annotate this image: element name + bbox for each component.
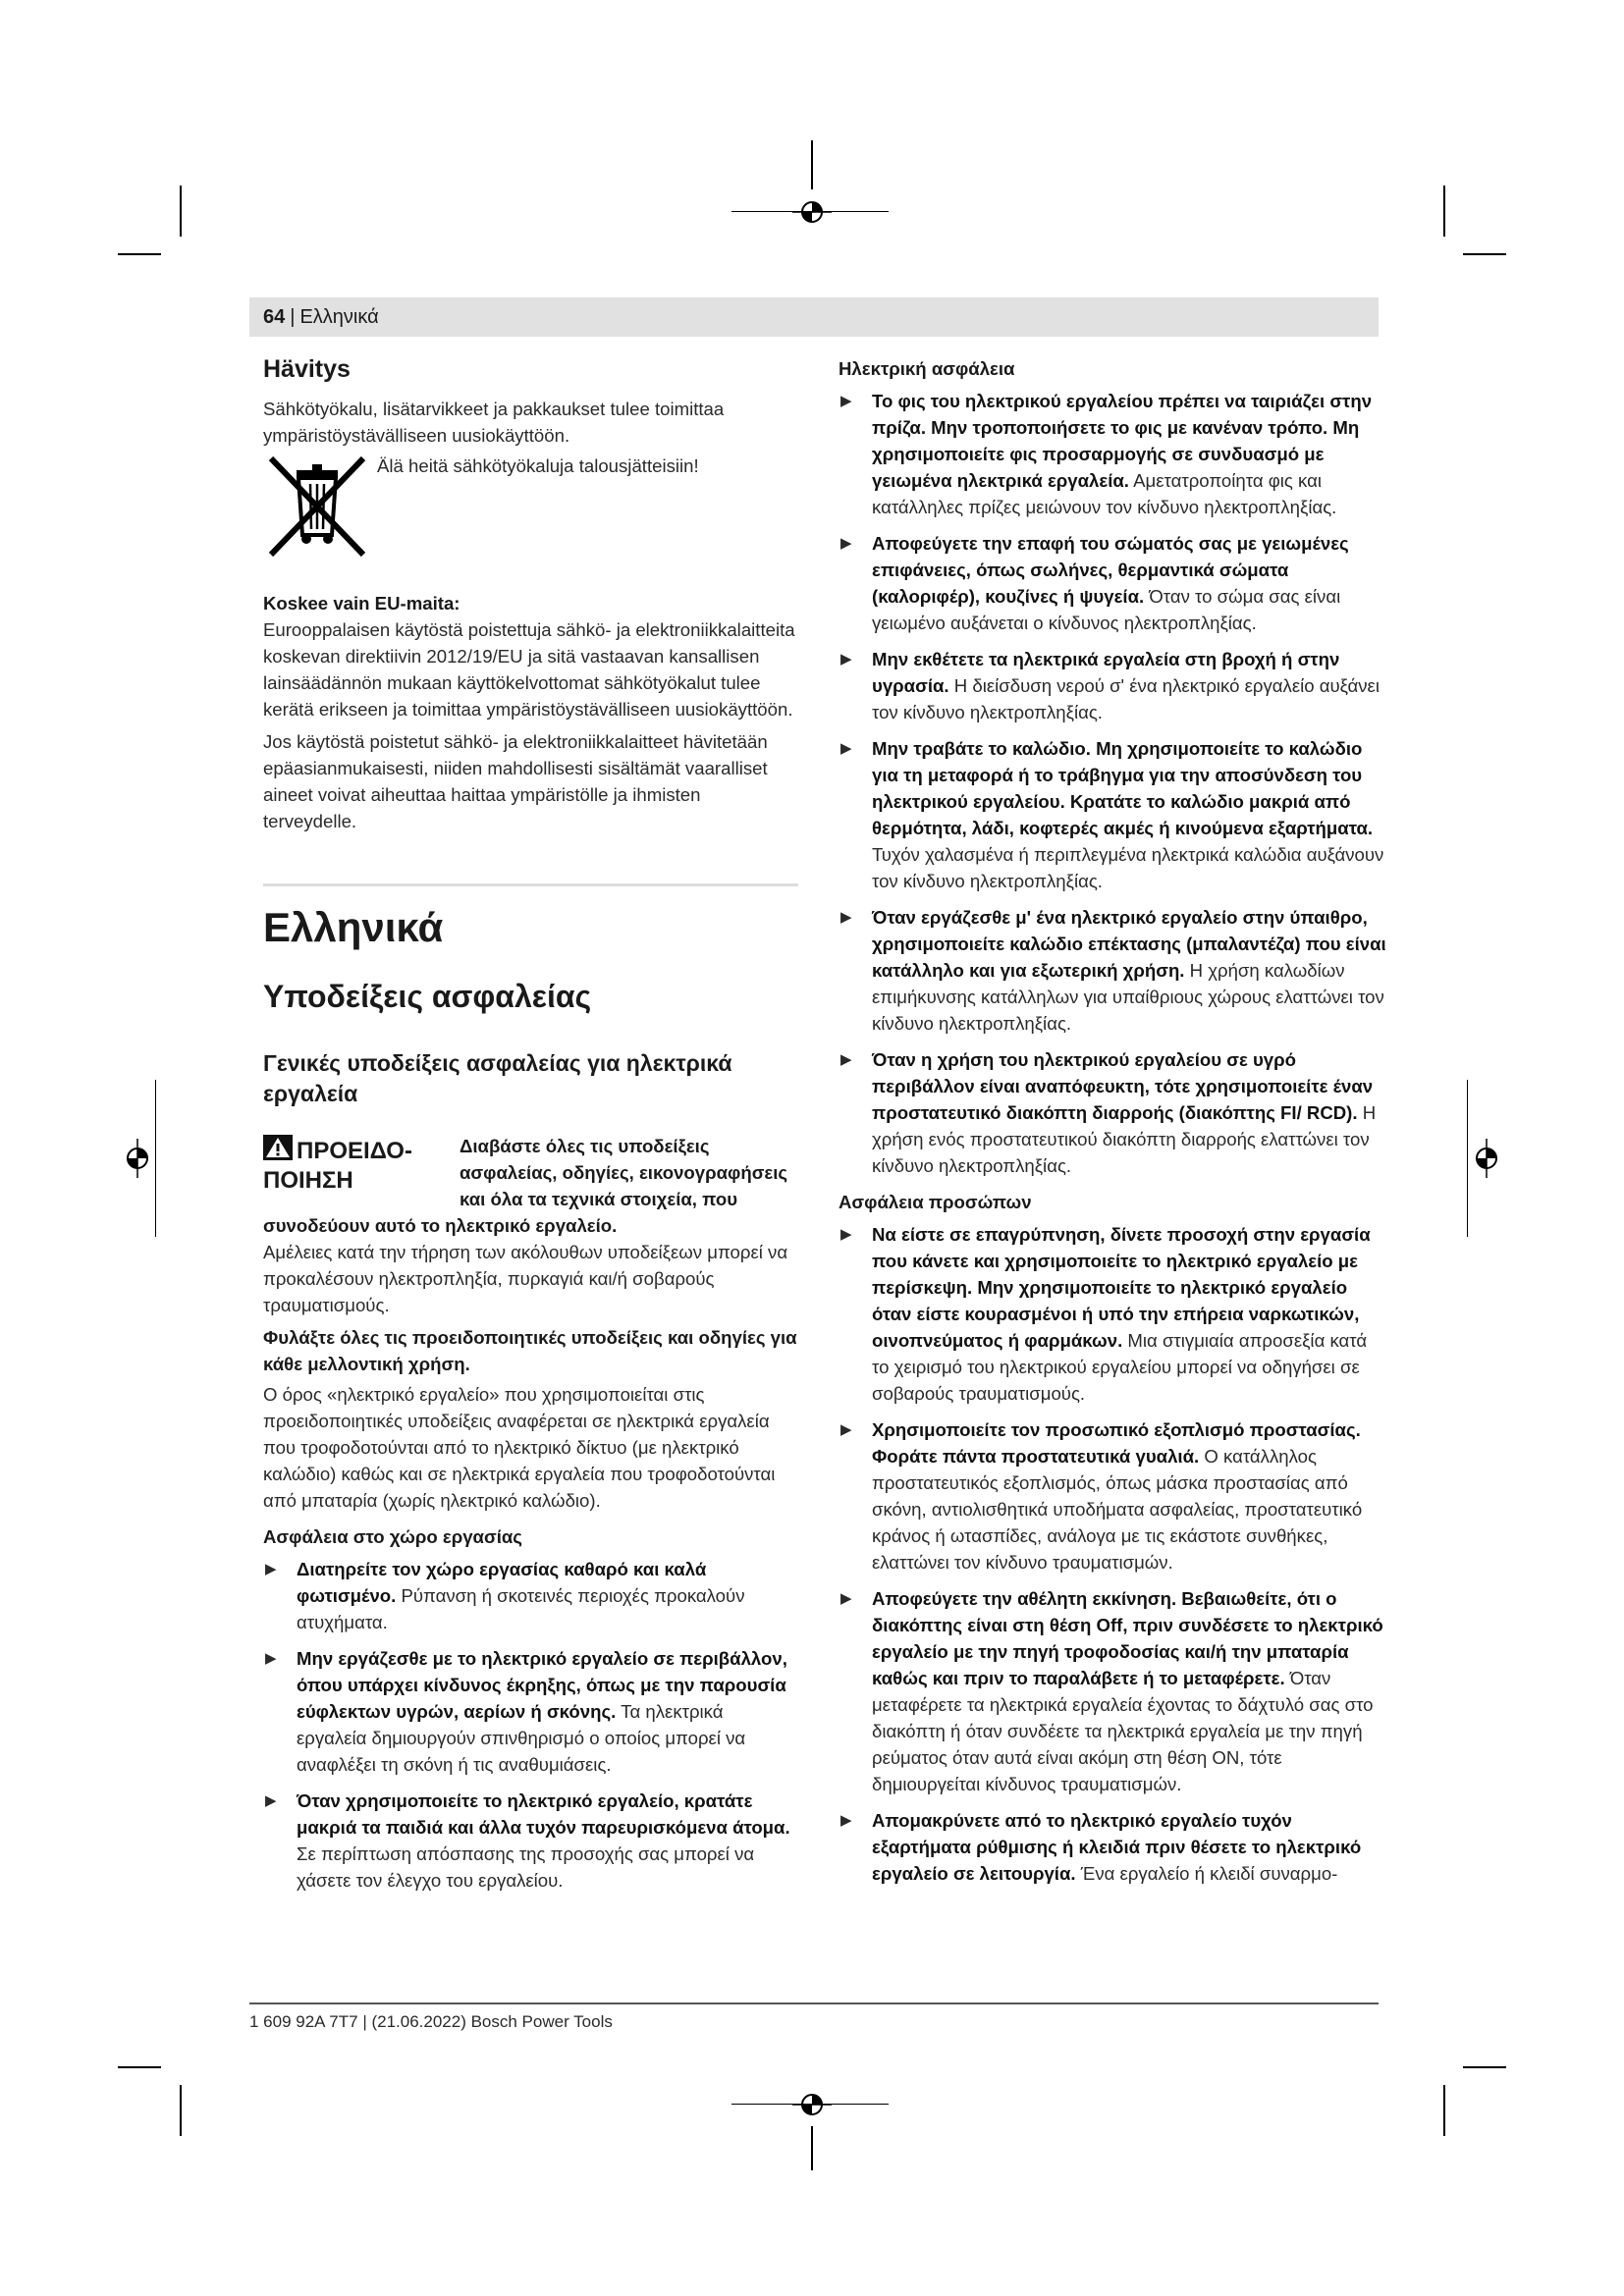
crossed-out-wheelie-bin-icon — [263, 453, 371, 561]
list-item — [839, 388, 1388, 520]
item-bold: Όταν η χρήση του ηλεκτρικού εργαλείου σε υγρό περιβάλλον είναι αναπόφευκτη, τότε χρησιμοποιείτε έναν προστατευτικό διακόπτη διαρροής (διακόπτης FI/ RCD). — [872, 1049, 1374, 1123]
list-item — [263, 1645, 798, 1778]
bullet-arrow-icon: ▶ — [840, 535, 852, 552]
warning-label — [263, 1135, 460, 1196]
term-definition: Ο όρος «ηλεκτρικό εργαλείο» που χρησιμοποιείται στις προειδοποιητικές υποδείξεις αναφέρεται σε ηλεκτρικά εργαλεία που τροφοδοτούνται από το ηλεκτρικό δίκτυο (με ηλεκτρικό καλώδιο) καθώς και σε ηλεκτρικά εργαλεία που τροφοδοτούνται από μπαταρία (χωρίς ηλεκτρικό καλώδιο). — [263, 1384, 776, 1511]
registration-mark-icon — [118, 1139, 157, 1178]
crop-mark — [180, 186, 182, 237]
list-item — [839, 1046, 1388, 1179]
item-text: Ο κατάλληλος προστατευτικός εξοπλισμός, όπως μάσκα προστασίας από σκόνη, αντιολισθητικά υποδήματα ασφαλείας, προστατευτικό κράνος ή ωτασπίδες, ανάλογα με τις εκάστοτε συνθήκες, ελαττώνει τον κίνδυνο τραυματισμών. — [872, 1446, 1363, 1573]
item-bold: Όταν χρησιμοποιείτε το ηλεκτρικό εργαλείο, κρατάτε μακριά τα παιδιά και άλλα τυχόν παρευρισκόμενα άτομα. — [297, 1790, 790, 1838]
warning-block — [263, 1133, 798, 1318]
item-text: Ένα εργαλείο ή κλειδί συναρμο- — [1080, 1863, 1338, 1884]
bullet-arrow-icon: ▶ — [840, 740, 852, 757]
item-bold: Μην τραβάτε το καλώδιο. Μη χρησιμοποιείτε το καλώδιο για τη μεταφορά ή το τράβηγμα για την αποσύνδεση του ηλεκτρικού εργαλείου. Κρατάτε το καλώδιο μακριά από θερμότητα, λάδι, κοφτερές ακμές ή κινούμενα εξαρτήματα. — [872, 738, 1374, 838]
item-bold: Απομακρύνετε από το ηλεκτρικό εργαλείο τυχόν εξαρτήματα ρύθμισης ή κλειδιά πριν θέσετε το ηλεκτρικό εργαλείο σε λειτουργία. — [872, 1810, 1362, 1884]
list-item — [839, 1807, 1388, 1887]
item-text: Τυχόν χαλασμένα ή περιπλεγμένα ηλεκτρικά καλώδια αυξάνουν τον κίνδυνο ηλεκτροπληξίας. — [872, 844, 1384, 891]
registration-line — [731, 211, 889, 212]
list-item — [839, 904, 1388, 1037]
item-text: Η χρήση ενός προστατευτικού διακόπτη διαρροής ελαττώνει τον κίνδυνο ηλεκτροπληξίας. — [872, 1102, 1377, 1176]
list-item — [839, 735, 1388, 894]
bullet-arrow-icon: ▶ — [265, 1792, 277, 1809]
warning-label-text: ΠΡΟΕΙΔΟ-ΠΟΙΗΣΗ — [263, 1138, 412, 1194]
list-item — [839, 1585, 1388, 1797]
bullet-arrow-icon: ▶ — [265, 1561, 277, 1577]
page-header — [249, 297, 1379, 337]
disposal-heading: Hävitys — [263, 355, 351, 383]
list-item — [839, 1221, 1388, 1407]
item-bold: Όταν εργάζεσθε μ' ένα ηλεκτρικό εργαλείο στην ύπαιθρο, χρησιμοποιείτε καλώδιο επέκτασης (μπαλαντέζα) που είναι κατάλληλο και για εξωτερική χρήση. — [872, 907, 1386, 981]
item-text: Ρύπανση ή σκοτεινές περιοχές προκαλούν ατυχήματα. — [297, 1585, 745, 1632]
item-text: Η διείσδυση νερού σ' ένα ηλεκτρικό εργαλείο αυξάνει τον κίνδυνο ηλεκτροπληξίας. — [872, 675, 1380, 722]
registration-mark-icon — [792, 192, 832, 232]
registration-line — [155, 1080, 156, 1237]
item-bold: Αποφεύγετε την αθέλητη εκκίνηση. Βεβαιωθείτε, ότι ο διακόπτης είναι στη θέση Off, πριν συνδέσετε το ηλεκτρικό εργαλείο με την πηγή τροφοδοσίας και/ή την μπαταρία καθώς και πριν το παραλάβετε ή το μεταφέρετε. — [872, 1588, 1383, 1688]
footer-divider — [249, 2002, 1379, 2004]
bullet-arrow-icon: ▶ — [840, 1421, 852, 1438]
bullet-arrow-icon: ▶ — [840, 1812, 852, 1829]
registration-line — [811, 2126, 813, 2170]
warning-triangle-icon — [263, 1135, 293, 1160]
item-bold: Αποφεύγετε την επαφή του σώματός σας με γειωμένες επιφάνειες, όπως σωλήνες, θερμαντικά σώματα (καλοριφέρ), κουζίνες ή ψυγεία. — [872, 533, 1349, 607]
disposal-intro: Sähkötyökalu, lisätarvikkeet ja pakkaukset tulee toimittaa ympäristöystävälliseen uusiokäyttöön. — [263, 399, 725, 446]
weee-notice — [263, 453, 798, 561]
item-bold: Διατηρείτε τον χώρο εργασίας καθαρό και καλά φωτισμένο. — [297, 1559, 707, 1606]
crop-mark — [1463, 2066, 1506, 2068]
workarea-heading: Ασφάλεια στο χώρο εργασίας — [263, 1526, 522, 1547]
header-language: Ελληνικά — [299, 305, 379, 328]
eu-paragraph-1: Eurooppalaisen käytöstä poistettuja sähkö- ja elektroniikkalaitteita koskevan direktiivin 2012/19/EU ja sitä vastaavan kansallisen lainsäädännön mukaan käyttökelvottomat sähkötyökalut tulee kerätä erikseen ja toimittaa ympäristöystävälliseen uusiokäyttöön. — [263, 619, 795, 720]
item-text: Όταν μεταφέρετε τα ηλεκτρικά εργαλεία έχοντας το δάχτυλό σας στο διακόπτη ή όταν συνδέετε τα ηλεκτρικά εργαλεία με την πηγή ρεύματος όταν αυτά είναι ακόμη στη θέση ON, τότε δημιουργείται κίνδυνος τραυματισμών. — [872, 1668, 1374, 1794]
registration-line — [1467, 1080, 1468, 1237]
bullet-arrow-icon: ▶ — [265, 1650, 277, 1667]
warning-bold-text: Διαβάστε όλες τις υποδείξεις ασφαλείας, οδηγίες, εικονογραφήσεις και όλα τα τεχνικά στοιχεία, που συνοδεύουν αυτό το ηλεκτρικό εργαλείο. — [263, 1136, 788, 1236]
electrical-heading: Ηλεκτρική ασφάλεια — [839, 358, 1015, 379]
weee-text: Älä heitä sähkötyökaluja talousjätteisiin! — [377, 455, 699, 476]
eu-paragraph-2: Jos käytöstä poistetut sähkö- ja elektroniikkalaitteet hävitetään epäasianmukaisesti, niiden mahdollisesti sisältämät vaaralliset aineet voivat aiheuttaa haittaa ympäristölle ja ihmisten terveydelle. — [263, 731, 768, 831]
header-separator: | — [290, 305, 296, 328]
left-column — [263, 355, 798, 1903]
personal-heading: Ασφάλεια προσώπων — [839, 1192, 1032, 1212]
keep-instructions: Φυλάξτε όλες τις προειδοποιητικές υποδείξεις και οδηγίες για κάθε μελλοντική χρήση. — [263, 1327, 797, 1374]
item-text: Σε περίπτωση απόσπασης της προσοχής σας μπορεί να χάσετε τον έλεγχο του εργαλείου. — [297, 1843, 755, 1891]
bullet-arrow-icon: ▶ — [840, 1226, 852, 1243]
list-item — [263, 1788, 798, 1894]
list-item — [839, 646, 1388, 725]
registration-line — [731, 2104, 889, 2105]
page-footer: 1 609 92A 7T7 | (21.06.2022) Bosch Power Tools — [249, 2012, 613, 2031]
crop-mark — [118, 2066, 161, 2068]
list-item — [839, 530, 1388, 636]
item-text: Τα ηλεκτρικά εργαλεία δημιουργούν σπινθηρισμό ο οποίος μπορεί να αναφλέξει τη σκόνη ή τις αναθυμιάσεις. — [297, 1701, 746, 1775]
bullet-arrow-icon: ▶ — [840, 651, 852, 667]
item-bold: Χρησιμοποιείτε τον προσωπικό εξοπλισμό προστασίας. Φοράτε πάντα προστατευτικά γυαλιά. — [872, 1419, 1361, 1467]
right-column — [839, 355, 1388, 1896]
item-bold: Μην εκθέτετε τα ηλεκτρικά εργαλεία στη βροχή ή στην υγρασία. — [872, 649, 1340, 696]
registration-mark-icon — [1467, 1139, 1506, 1178]
general-safety-title: Γενικές υποδείξεις ασφαλείας για ηλεκτρικά εργαλεία — [263, 1050, 732, 1106]
list-item — [839, 1416, 1388, 1575]
registration-mark-icon — [792, 2085, 832, 2124]
crop-mark — [1463, 253, 1506, 255]
registration-line — [811, 140, 813, 189]
greek-title: Ελληνικά — [263, 904, 444, 950]
eu-label: Koskee vain EU-maita: — [263, 593, 460, 614]
bullet-arrow-icon: ▶ — [840, 393, 852, 409]
crop-mark — [1443, 2085, 1445, 2136]
page-number: 64 — [263, 305, 286, 328]
item-text: Μια στιγμιαία απροσεξία κατά το χειρισμό του ηλεκτρικού εργαλείου μπορεί να οδηγήσει σε σοβαρούς τραυματισμούς. — [872, 1330, 1368, 1404]
safety-title: Υποδείξεις ασφαλείας — [263, 979, 592, 1014]
item-text: Όταν το σώμα σας είναι γειωμένο αυξάνεται ο κίνδυνος ηλεκτροπληξίας. — [872, 586, 1341, 633]
section-divider — [263, 883, 798, 886]
crop-mark — [180, 2085, 182, 2136]
bullet-arrow-icon: ▶ — [840, 1051, 852, 1068]
list-item — [263, 1556, 798, 1635]
item-bold: Να είστε σε επαγρύπνηση, δίνετε προσοχή στην εργασία που κάνετε και χρησιμοποιείτε το ηλεκτρικό εργαλείο με περίσκεψη. Μην χρησιμοποιείτε το ηλεκτρικό εργαλείο όταν είστε κουρασμένοι ή υπό την επήρεια ναρκωτικών, οινοπνεύματος ή φαρμάκων. — [872, 1224, 1371, 1351]
bullet-arrow-icon: ▶ — [840, 1590, 852, 1607]
item-bold: Μην εργάζεσθε με το ηλεκτρικό εργαλείο σε περιβάλλον, όπου υπάρχει κίνδυνος έκρηξης, όπως με την παρουσία εύφλεκτων υγρών, αερίων ή σκόνης. — [297, 1648, 787, 1722]
crop-mark — [118, 253, 161, 255]
item-bold: Το φις του ηλεκτρικού εργαλείου πρέπει να ταιριάζει στην πρίζα. Μην τροποποιήσετε το φις με κανέναν τρόπο. Μη χρησιμοποιείτε φις προσαρμογής σε συνδυασμό με γειωμένα ηλεκτρικά εργαλεία. — [872, 391, 1373, 491]
warning-text: Αμέλειες κατά την τήρηση των ακόλουθων υποδείξεων μπορεί να προκαλέσουν ηλεκτροπληξία, πυρκαγιά και/ή σοβαρούς τραυματισμούς. — [263, 1242, 788, 1315]
bullet-arrow-icon: ▶ — [840, 909, 852, 926]
item-text: Αμετατροποίητα φις και κατάλληλες πρίζες μειώνουν τον κίνδυνο ηλεκτροπληξίας. — [872, 470, 1337, 517]
item-text: Η χρήση καλωδίων επιμήκυνσης κατάλληλων για υπαίθριους χώρους ελαττώνει τον κίνδυνο ηλεκτροπληξίας. — [872, 960, 1384, 1034]
crop-mark — [1443, 186, 1445, 237]
